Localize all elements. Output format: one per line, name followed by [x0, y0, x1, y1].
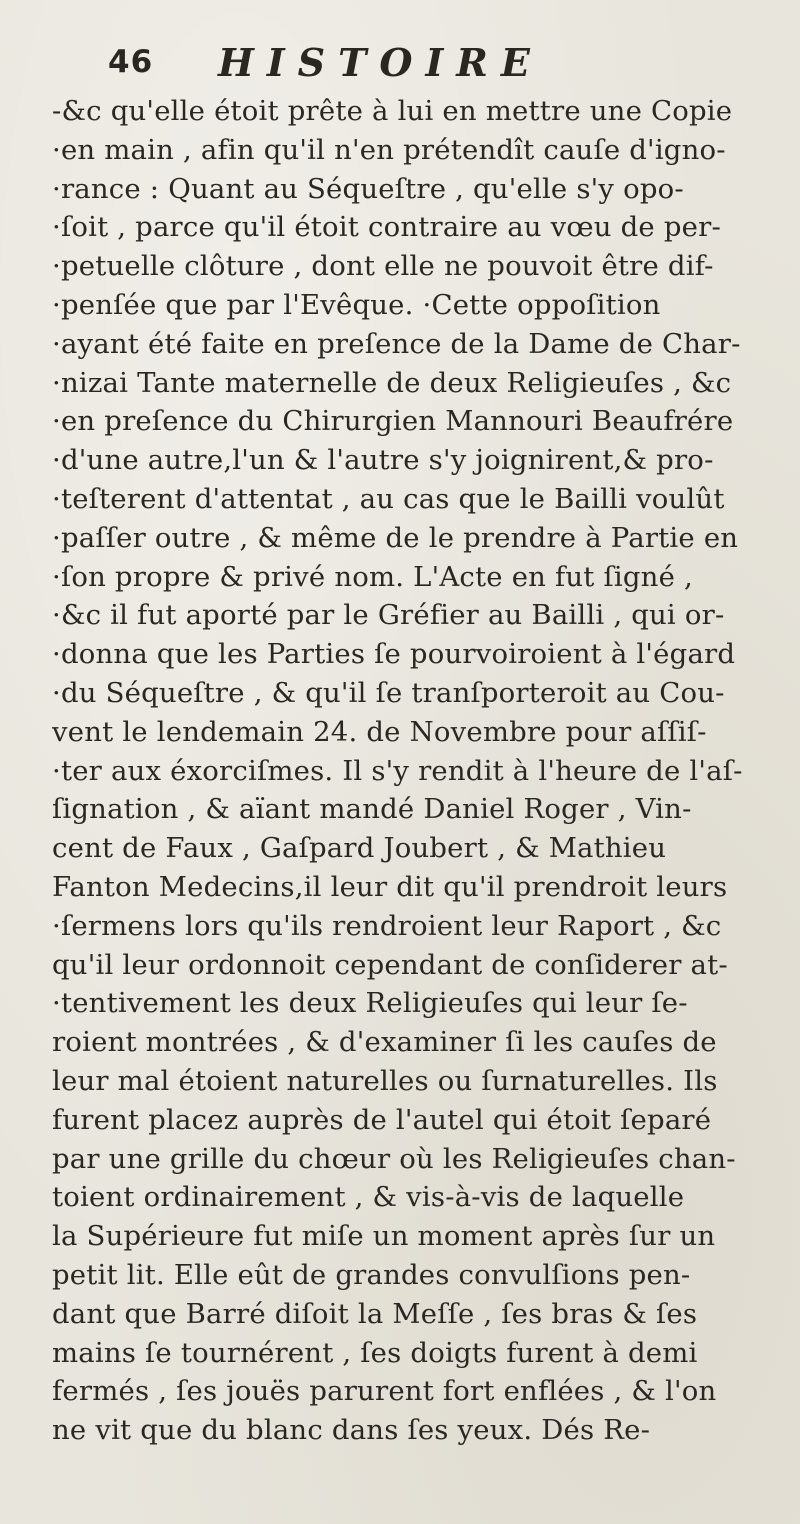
text-line: ·ſermens lors qu'ils rendroient leur Raport , &c	[52, 909, 722, 942]
text-line: la Supérieure fut miſe un moment après ſur un	[52, 1220, 716, 1253]
text-line: ·penſée que par l'Evêque. ·Cette oppoſition	[52, 288, 661, 321]
text-line: petit lit. Elle eût de grandes convulſions pen-	[52, 1258, 691, 1291]
text-line: ſignation , & aïant mandé Daniel Roger , Vin-	[52, 793, 692, 826]
text-line: ·en main , afin qu'il n'en prétendît cauſe d'igno-	[52, 133, 726, 166]
text-line: fermés , ſes jouës parurent fort enflées , & l'on	[52, 1375, 717, 1408]
text-line: par une grille du chœur où les Religieuſes chan-	[52, 1142, 736, 1175]
text-line: ·donna que les Parties ſe pourvoiroient à l'égard	[52, 638, 736, 671]
text-line: ·tentivement les deux Religieuſes qui leur ſe-	[52, 987, 688, 1020]
text-line: -&c qu'elle étoit prête à lui en mettre une Copie	[52, 95, 733, 127]
text-line: ·ſon propre & privé nom. L'Acte en fut ſigné ,	[52, 560, 693, 593]
text-line: ·d'une autre,l'un & l'autre s'y joignirent,& pro-	[52, 444, 714, 477]
text-line: ·teſterent d'attentat , au cas que le Bailli voulût	[52, 482, 725, 515]
text-line: ·petuelle clôture , dont elle ne pouvoit être dif-	[52, 250, 714, 283]
text-line: vent le lendemain 24. de Novembre pour aſſiſ-	[52, 715, 707, 748]
running-title: HISTOIRE	[218, 40, 543, 85]
body-text	[52, 92, 772, 1450]
text-line: ·rance : Quant au Séqueſtre , qu'elle s'y opo-	[52, 172, 684, 205]
text-line: dant que Barré diſoit la Meſſe , ſes bras & ſes	[52, 1297, 698, 1330]
text-line: cent de Faux , Gaſpard Joubert , & Mathieu	[52, 832, 667, 865]
text-line: mains ſe tournérent , ſes doigts furent à demi	[52, 1336, 698, 1369]
text-line: qu'il leur ordonnoit cependant de conſiderer at-	[52, 948, 728, 981]
text-line: toient ordinairement , & vis-à-vis de laquelle	[52, 1181, 685, 1214]
text-line: ·du Séqueſtre , & qu'il ſe tranſporteroit au Cou-	[52, 676, 725, 709]
text-line: ·en preſence du Chirurgien Mannouri Beaufrére	[52, 405, 734, 438]
text-line: ·ſoit , parce qu'il étoit contraire au vœu de per-	[52, 211, 721, 244]
text-line: ·ayant été faite en preſence de la Dame de Char-	[52, 327, 741, 360]
text-line: furent placez auprès de l'autel qui étoit ſeparé	[52, 1103, 712, 1136]
text-line: ·&c il fut aporté par le Gréfier au Bailli , qui or-	[52, 599, 725, 632]
text-line: ·ter aux éxorciſmes. Il s'y rendit à l'heure de l'aſ-	[52, 754, 743, 787]
text-line: roient montrées , & d'examiner ſi les cauſes de	[52, 1026, 717, 1059]
page-number: 46	[108, 44, 154, 80]
text-line: ·nizai Tante maternelle de deux Religieuſes , &c	[52, 366, 732, 399]
text-line: ·paſſer outre , & même de le prendre à Partie en	[52, 521, 739, 554]
text-line: ne vit que du blanc dans ſes yeux. Dés Re-	[52, 1414, 651, 1447]
text-line: Fanton Medecins,il leur dit qu'il prendroit leurs	[52, 870, 728, 903]
text-line: leur mal étoient naturelles ou ſurnaturelles. Ils	[52, 1064, 718, 1097]
page-header	[108, 40, 708, 90]
